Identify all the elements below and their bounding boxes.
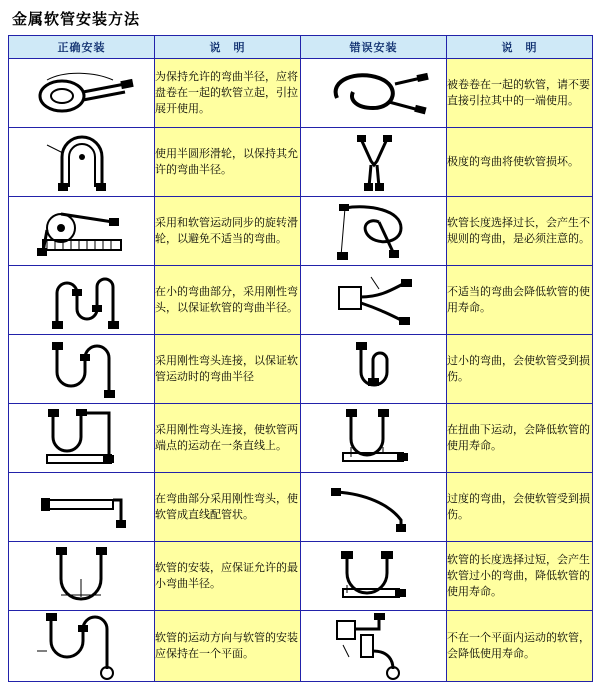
same-plane-motion-icon: [17, 611, 147, 681]
correct-illustration-cell: [9, 473, 155, 542]
table-row: [9, 197, 593, 266]
correct-note: 在小的弯曲部分，采用刚性弯头，以保证软管的弯曲半径。: [155, 266, 301, 335]
wrong-note: 在扭曲下运动，会降低软管的使用寿命。: [447, 404, 593, 473]
wrong-illustration-cell: [301, 335, 447, 404]
wrong-note: 软管长度选择过长，会产生不规则的弯曲，是必须注意的。: [447, 197, 593, 266]
wrong-illustration-cell: [301, 128, 447, 197]
table-row: [9, 59, 593, 128]
header-note-right: 说 明: [447, 36, 593, 59]
correct-illustration-cell: [9, 335, 155, 404]
correct-illustration-cell: [9, 128, 155, 197]
twisted-u-hose-icon: [309, 407, 439, 469]
wrong-note: 软管的长度选择过短，会产生软管过小的弯曲，降低软管的使用寿命。: [447, 542, 593, 611]
correct-illustration-cell: [9, 542, 155, 611]
table-row: [9, 404, 593, 473]
wrong-note: 过小的弯曲，会使软管受到损伤。: [447, 335, 593, 404]
coiled-hose-pulled-icon: [309, 62, 439, 124]
table-row: [9, 473, 593, 542]
header-correct: 正确安装: [9, 36, 155, 59]
table-row: [9, 335, 593, 404]
table-row: [9, 266, 593, 335]
correct-note: 采用刚性弯头连接，使软管两端点的运动在一条直线上。: [155, 404, 301, 473]
rigid-elbow-straight-line-icon: [17, 407, 147, 469]
correct-note: 在弯曲部分采用刚性弯头，使软管成直线配管状。: [155, 473, 301, 542]
correct-illustration-cell: [9, 611, 155, 682]
page-title: 金属软管安装方法: [12, 10, 141, 28]
min-bend-radius-u-icon: [17, 545, 147, 607]
out-of-plane-motion-icon: [309, 611, 439, 681]
tight-u-bend-icon: [309, 338, 439, 400]
semicircular-sheave-icon: [17, 131, 147, 193]
hose-installation-table: [8, 35, 593, 682]
straight-pipe-elbow-icon: [17, 476, 147, 538]
correct-note: 采用和软管运动同步的旋转滑轮，以避免不适当的弯曲。: [155, 197, 301, 266]
header-wrong: 错误安装: [301, 36, 447, 59]
improper-bend-block-icon: [309, 269, 439, 331]
wrong-illustration-cell: [301, 542, 447, 611]
wrong-note: 极度的弯曲将使软管损坏。: [447, 128, 593, 197]
correct-note: 使用半圆形滑轮，以保持其允许的弯曲半径。: [155, 128, 301, 197]
correct-note: 为保持允许的弯曲半径，应将盘卷在一起的软管立起，引拉展开使用。: [155, 59, 301, 128]
table-row: [9, 128, 593, 197]
too-long-hose-bracket-icon: [309, 545, 439, 607]
rigid-elbow-u-hose-icon: [17, 338, 147, 400]
correct-illustration-cell: [9, 197, 155, 266]
table-body: [9, 59, 593, 682]
rigid-bend-small-radius-icon: [17, 269, 147, 331]
table-row: [9, 611, 593, 682]
header-note-left: 说 明: [155, 36, 301, 59]
wrong-illustration-cell: [301, 266, 447, 335]
table-header: [9, 36, 593, 59]
table-row: [9, 542, 593, 611]
correct-illustration-cell: [9, 404, 155, 473]
correct-illustration-cell: [9, 59, 155, 128]
correct-note: 软管的运动方向与软管的安装应保持在一个平面。: [155, 611, 301, 682]
sharp-bend-hose-icon: [309, 131, 439, 193]
header-row: [9, 36, 593, 59]
over-bent-pipe-icon: [309, 476, 439, 538]
correct-illustration-cell: [9, 266, 155, 335]
correct-note: 采用刚性弯头连接，以保证软管运动时的弯曲半径: [155, 335, 301, 404]
wrong-illustration-cell: [301, 59, 447, 128]
wrong-note: 过度的弯曲，会使软管受到损伤。: [447, 473, 593, 542]
wrong-note: 不在一个平面内运动的软管，会降低使用寿命。: [447, 611, 593, 682]
wrong-note: 不适当的弯曲会降低软管的使用寿命。: [447, 266, 593, 335]
coiled-hose-flat-icon: [17, 62, 147, 124]
wrong-illustration-cell: [301, 197, 447, 266]
wrong-illustration-cell: [301, 611, 447, 682]
wrong-note: 被卷卷在一起的软管，请不要直接引拉其中的一端使用。: [447, 59, 593, 128]
wrong-illustration-cell: [301, 404, 447, 473]
correct-note: 软管的安装，应保证允许的最小弯曲半径。: [155, 542, 301, 611]
rotating-sheave-chain-icon: [17, 200, 147, 262]
wrong-illustration-cell: [301, 473, 447, 542]
loose-long-hose-icon: [309, 200, 439, 262]
